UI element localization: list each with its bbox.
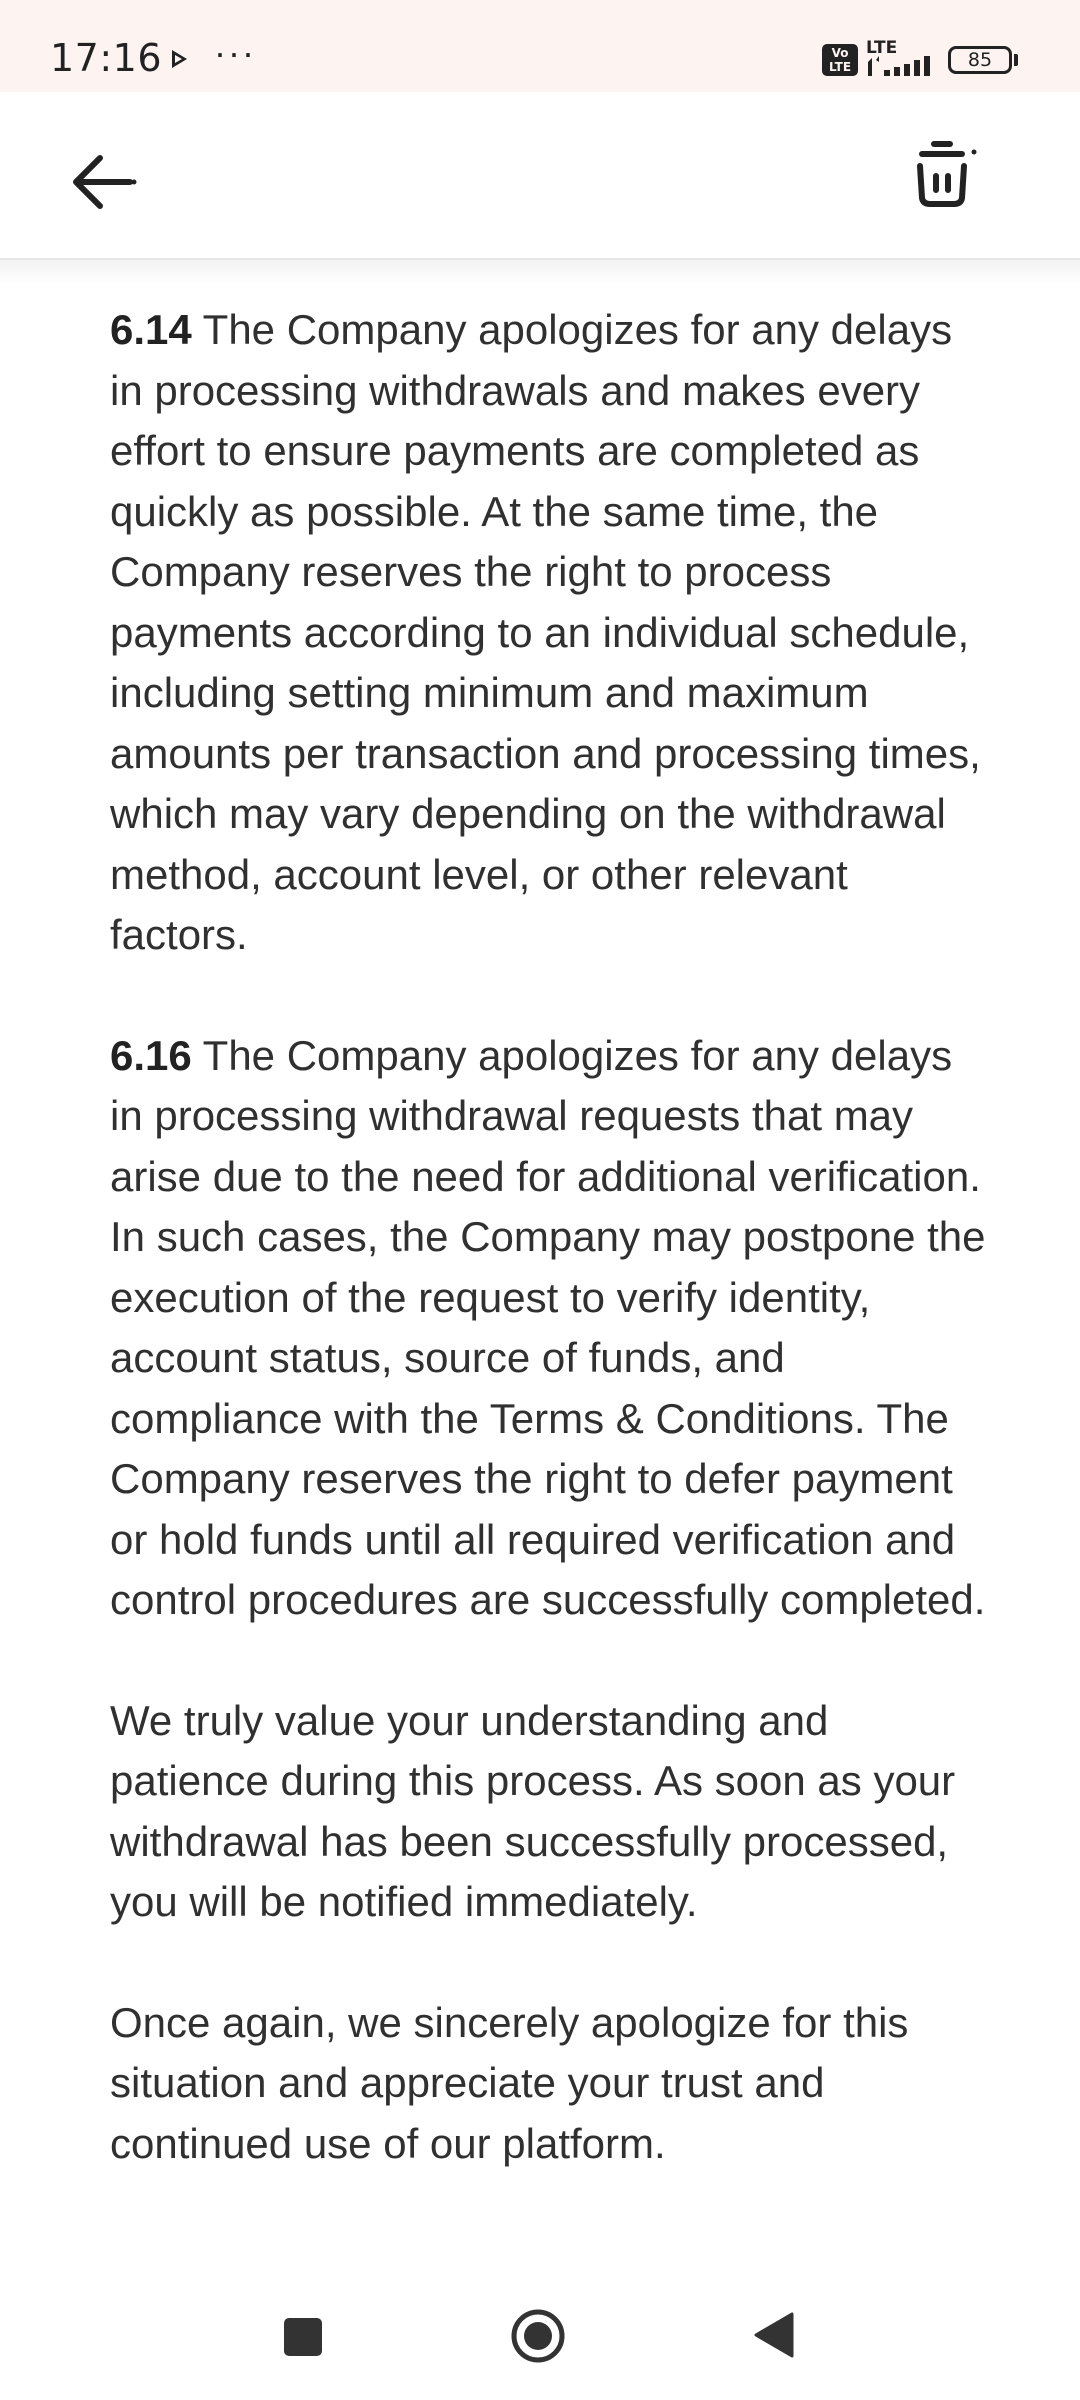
paragraph-text: The Company apologizes for any delays in processing withdrawals and makes every effort to ensure payments are completed as quickly as possible. At the same time, the Company reserves the right to process payments according to an individual schedule, including setting minimum and maximum amounts per transaction and processing times, which may vary depending on the withdrawal method, account level, or other relevant factors.: [110, 306, 981, 958]
back-triangle-icon[interactable]: [752, 2310, 796, 2360]
closing-paragraph-understanding: [110, 1691, 990, 1933]
play-icon: [172, 50, 187, 68]
paragraph-text: The Company apologizes for any delays in processing withdrawal requests that may arise due to the need for additional verification. In such cases, the Company may postpone the execution of the request to verify identity, account status, source of funds, and compliance with the Terms & Conditions. The Company reserves the right to defer payment or hold funds until all required verification and control procedures are successfully completed.: [110, 1031, 986, 1623]
trash-icon[interactable]: [900, 128, 990, 218]
app-bar: [0, 92, 1080, 260]
battery-tip: [1014, 54, 1018, 66]
system-nav-bar: [0, 2270, 1080, 2400]
terms-paragraph-6-16: [110, 1026, 990, 1631]
paragraph-text: Once again, we sincerely apologize for this situation and appreciate your trust and continued use of our platform.: [110, 1998, 909, 2167]
battery-icon: 85: [948, 46, 1012, 74]
home-icon[interactable]: [510, 2308, 566, 2364]
section-number: 6.14: [110, 306, 192, 353]
terms-paragraph-6-14: [110, 300, 990, 966]
arrow-left-icon[interactable]: [60, 142, 150, 222]
status-bar: [0, 0, 1080, 92]
paragraph-text: We truly value your understanding and patience during this process. As soon as your withdrawal has been successfully processed, you will be notified immediately.: [110, 1696, 956, 1925]
content-fade: [0, 2200, 1080, 2270]
recent-apps-icon[interactable]: [284, 2318, 322, 2356]
status-time: 17:16: [50, 36, 163, 80]
terms-content: [110, 300, 990, 2268]
signal-icon: [866, 56, 936, 76]
network-type-label: LTE: [866, 38, 898, 58]
section-number: 6.16: [110, 1031, 192, 1079]
more-icon: ···: [214, 32, 256, 73]
app-bar-shadow: [0, 260, 1080, 284]
closing-paragraph-apology: [110, 1993, 990, 2175]
volte-icon: Vo LTE: [822, 44, 858, 76]
